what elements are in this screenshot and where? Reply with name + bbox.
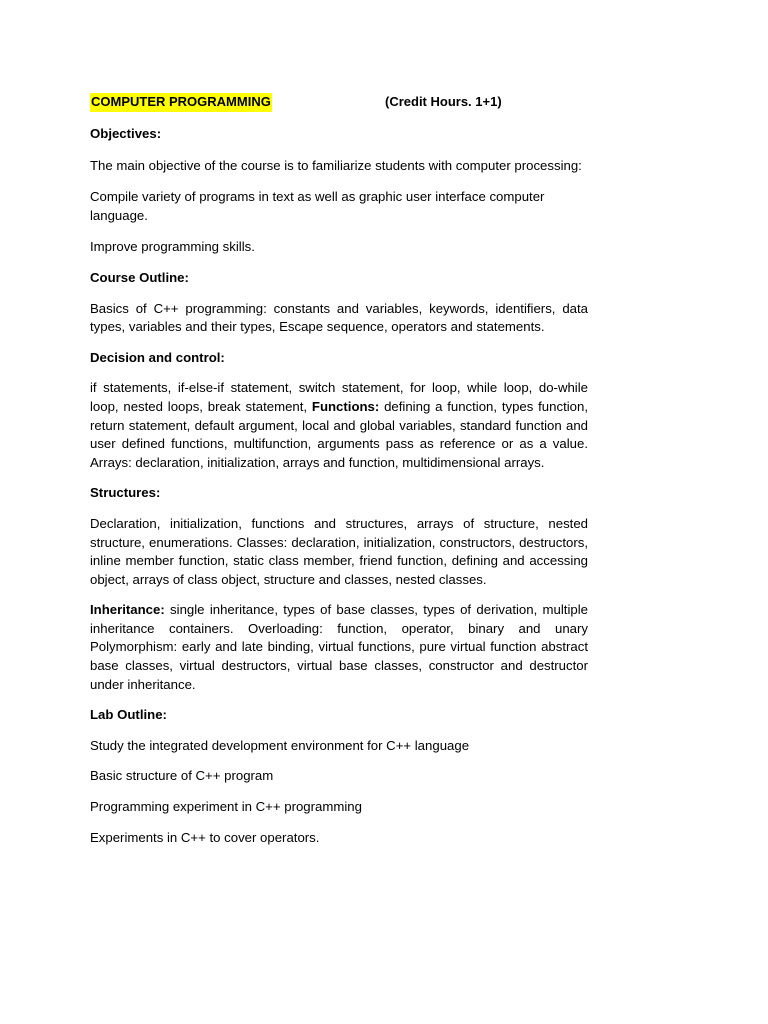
- structures-heading: Structures:: [90, 485, 161, 501]
- structures-paragraph: Declaration, initialization, functions and structures, arrays of structure, nested structure, enumerations. Classes: declaration, initialization, constructors, destructors, inline member function, static class member, friend function, defining and accessing object, arrays of class object, structure and classes, nested classes.: [90, 515, 588, 587]
- decision-text-continued: defining a function, types function, return statement, default argument, local and global variables, standard function and user defined functions, multifunction, arguments pass as reference or as a value. Arrays: declaration, initialization, arrays and function, multidimensional arrays.: [90, 398, 588, 470]
- objective-item: Improve programming skills.: [90, 239, 255, 255]
- credit-hours: (Credit Hours. 1+1): [385, 94, 502, 109]
- decision-text: if statements, if-else-if statement, switch statement, for loop, while loop, do-while loop, nested loops, break statement,: [90, 380, 588, 414]
- decision-heading: Decision and control:: [90, 349, 225, 365]
- lab-item: Study the integrated development environment for C++ language: [90, 737, 470, 753]
- document-content: [90, 93, 588, 847]
- lab-item: Experiments in C++ to cover operators.: [90, 829, 320, 845]
- objectives-heading: Objectives:: [90, 126, 162, 141]
- decision-paragraph: [90, 379, 588, 472]
- inheritance-paragraph: [90, 601, 588, 694]
- course-outline-heading: Course Outline:: [90, 269, 189, 285]
- objectives-intro: The main objective of the course is to familiarize students with computer processing:: [90, 157, 582, 173]
- lab-outline-heading: Lab Outline:: [90, 707, 167, 723]
- objective-item: Compile variety of programs in text as well as graphic user interface computer language.: [90, 189, 545, 223]
- inheritance-text: single inheritance, types of base classes, types of derivation, multiple inheritance containers. Overloading: function, operator, binary and unary Polymorphism: early and late binding, virtual functions, pure virtual function abstract base classes, virtual destructors, virtual base classes, constructor and destructor under inheritance.: [90, 602, 588, 692]
- functions-label: Functions:: [311, 398, 380, 414]
- lab-item: Basic structure of C++ program: [90, 768, 274, 784]
- lab-item: Programming experiment in C++ programming: [90, 799, 362, 815]
- title-row: [90, 93, 588, 112]
- course-outline-basics: Basics of C++ programming: constants and variables, keywords, identifiers, data types, variables and their types, Escape sequence, operators and statements.: [90, 300, 588, 335]
- course-title: COMPUTER PROGRAMMING: [90, 93, 272, 112]
- inheritance-label: Inheritance:: [90, 602, 165, 618]
